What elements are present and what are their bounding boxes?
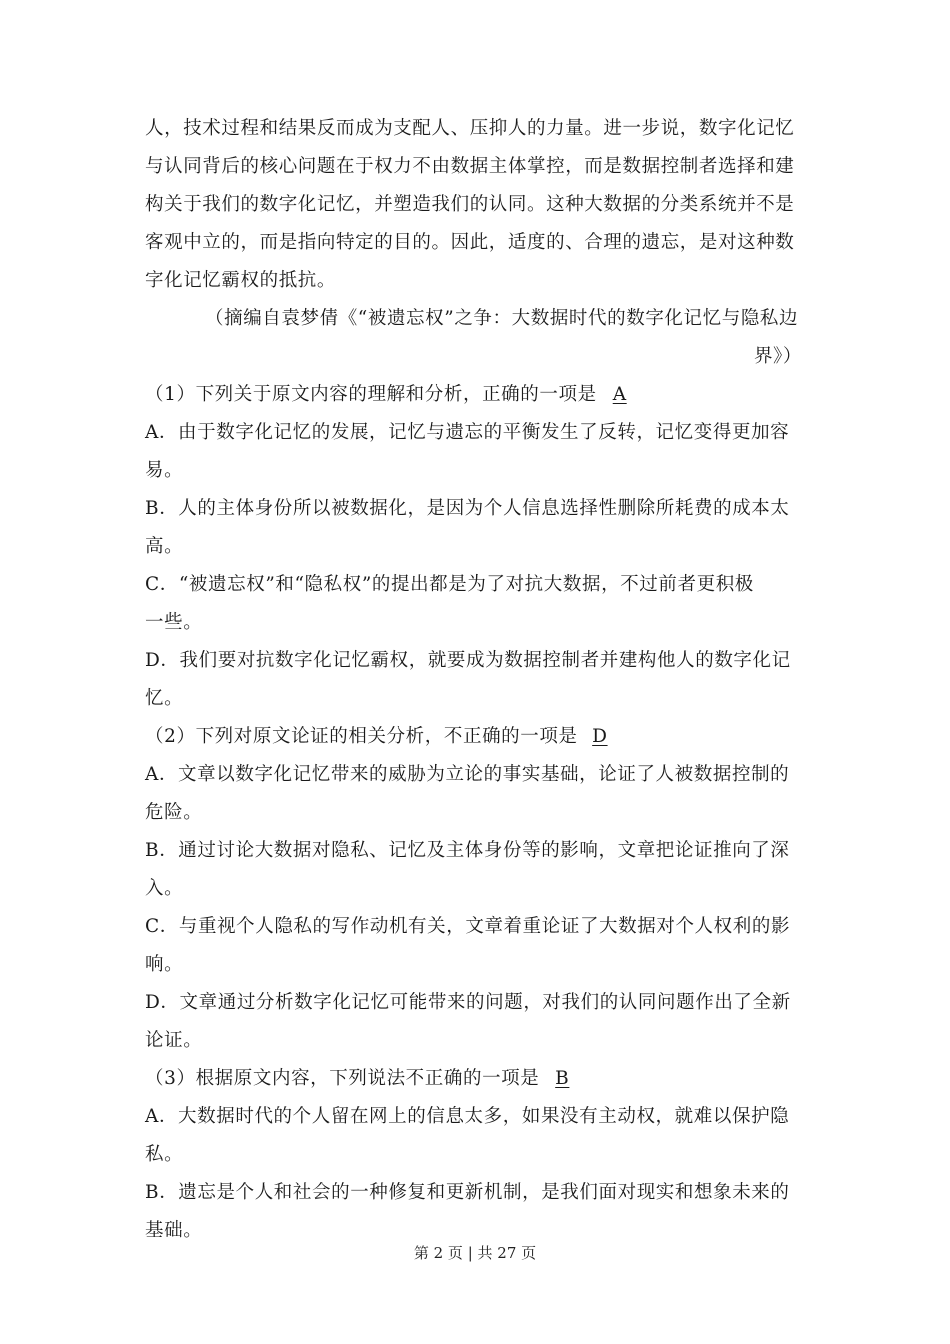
question-stem — [145, 376, 810, 414]
option-d: D．我们要对抗数字化记忆霸权，就要成为数据控制者并建构他人的数字化记 — [145, 650, 791, 671]
question-1 — [145, 376, 810, 718]
question-stem-text: （3）根据原文内容，下列说法不正确的一项是 — [145, 1068, 540, 1089]
answer-blank: A — [612, 384, 627, 405]
option-d-cont: 论证。 — [145, 1030, 203, 1051]
option-b-cont: 入。 — [145, 878, 184, 899]
question-stem — [145, 1060, 810, 1098]
option-c: C．与重视个人隐私的写作动机有关，文章着重论证了大数据对个人权利的影 — [145, 916, 791, 937]
option-a: A．由于数字化记忆的发展，记忆与遗忘的平衡发生了反转，记忆变得更加容 — [145, 422, 790, 443]
passage — [145, 110, 810, 300]
option-d: D．文章通过分析数字化记忆可能带来的问题，对我们的认同问题作出了全新 — [145, 992, 791, 1013]
option-c: C．“被遗忘权”和“隐私权”的提出都是为了对抗大数据，不过前者更积极 — [145, 574, 754, 595]
answer-blank: D — [592, 726, 608, 747]
passage-line: 客观中立的，而是指向特定的目的。因此，适度的、合理的遗忘，是对这种数 — [145, 232, 795, 253]
option-c-cont: 一些。 — [145, 612, 203, 633]
page-footer: 第 2 页 | 共 27 页 — [413, 1244, 537, 1262]
passage-line: 字化记忆霸权的抵抗。 — [145, 270, 337, 291]
option-b-cont: 高。 — [145, 536, 184, 557]
option-a-cont: 易。 — [145, 460, 184, 481]
question-3 — [145, 1060, 810, 1250]
question-stem-text: （1）下列关于原文内容的理解和分析，正确的一项是 — [145, 384, 597, 405]
question-stem-text: （2）下列对原文论证的相关分析，不正确的一项是 — [145, 726, 578, 747]
question-2 — [145, 718, 810, 1060]
option-b: B．人的主体身份所以被数据化，是因为个人信息选择性删除所耗费的成本太 — [145, 498, 790, 519]
option-b: B．遗忘是个人和社会的一种修复和更新机制，是我们面对现实和想象未来的 — [145, 1182, 790, 1203]
option-a: A．大数据时代的个人留在网上的信息太多，如果没有主动权，就难以保护隐 — [145, 1106, 790, 1127]
page-content — [145, 110, 810, 1250]
option-b-cont: 基础。 — [145, 1220, 203, 1241]
answer-blank: B — [555, 1068, 570, 1089]
passage-line: 构关于我们的数字化记忆，并塑造我们的认同。这种大数据的分类系统并不是 — [145, 194, 795, 215]
source-citation-end: 界》） — [753, 346, 802, 367]
option-a: A．文章以数字化记忆带来的威胁为立论的事实基础，论证了人被数据控制的 — [145, 764, 790, 785]
option-d-cont: 忆。 — [145, 688, 184, 709]
source-citation: （摘编自袁梦倩《“被遗忘权”之争：大数据时代的数字化记忆与隐私边 — [205, 308, 799, 329]
option-c-cont: 响。 — [145, 954, 184, 975]
question-stem — [145, 718, 810, 756]
option-a-cont: 危险。 — [145, 802, 203, 823]
passage-line: 人，技术过程和结果反而成为支配人、压抑人的力量。进一步说，数字化记忆 — [145, 118, 795, 139]
passage-line: 与认同背后的核心问题在于权力不由数据主体掌控，而是数据控制者选择和建 — [145, 156, 795, 177]
option-a-cont: 私。 — [145, 1144, 184, 1165]
option-b: B．通过讨论大数据对隐私、记忆及主体身份等的影响，文章把论证推向了深 — [145, 840, 790, 861]
